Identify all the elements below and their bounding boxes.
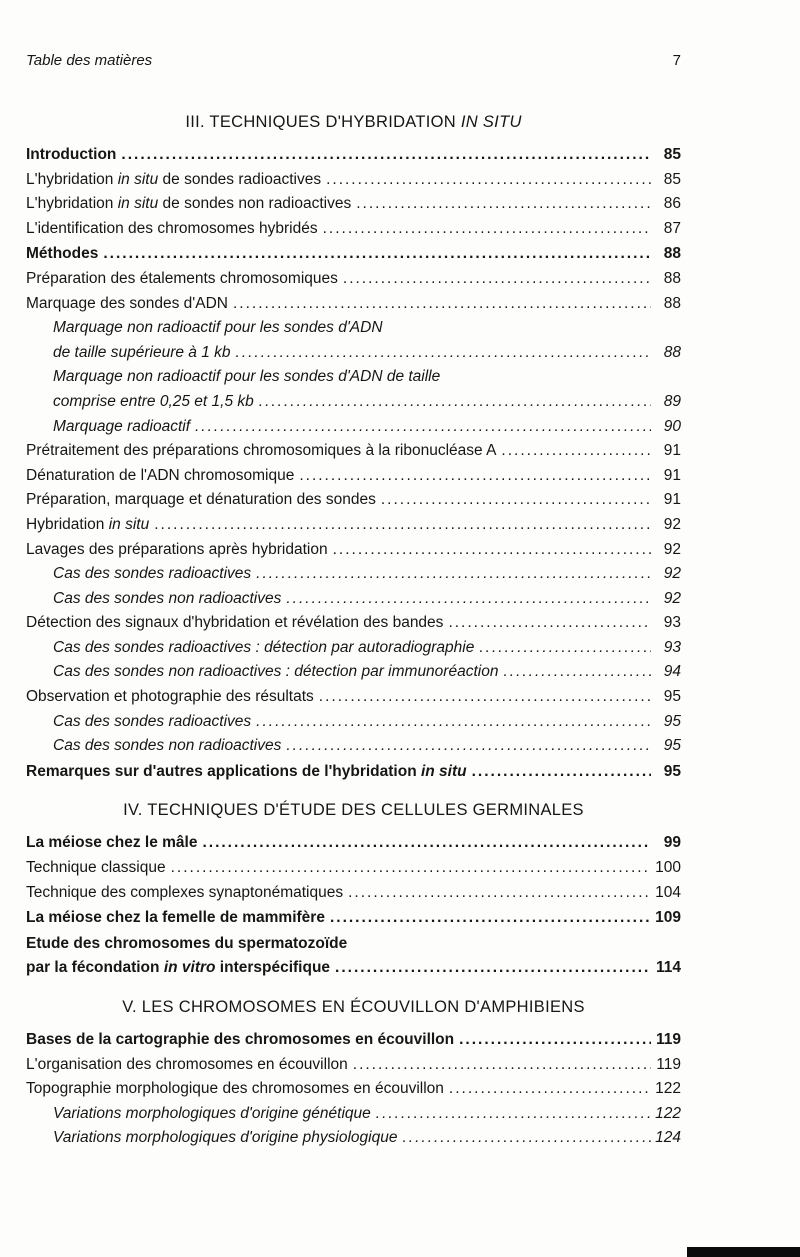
- toc-entry: [26, 418, 681, 437]
- entry-page-number: 95: [663, 688, 681, 706]
- toc-entry: [26, 688, 681, 707]
- entry-page-number: 86: [663, 195, 681, 213]
- toc-entry: [26, 1129, 681, 1148]
- toc-entry: [26, 368, 681, 411]
- section-heading: III. TECHNIQUES D'HYBRIDATION IN SITU: [185, 113, 522, 131]
- toc-entry: [26, 146, 681, 165]
- dot-leader: [256, 565, 651, 584]
- toc-entry: [26, 1031, 681, 1050]
- dot-leader: [330, 909, 651, 928]
- entry-page-number: 85: [663, 146, 681, 163]
- entry-title: Méthodes: [26, 245, 99, 263]
- dot-leader: [256, 713, 651, 732]
- entry-page-number: 99: [663, 834, 681, 852]
- entry-title: Préparation des étalements chromosomiques: [26, 269, 338, 287]
- entry-page-number: 100: [655, 859, 681, 877]
- toc-entry: [26, 491, 681, 510]
- dot-leader: [154, 516, 651, 535]
- dot-leader: [348, 884, 651, 903]
- entry-title: Détection des signaux d'hybridation et révélation des bandes: [26, 614, 444, 632]
- toc-entry: [26, 541, 681, 560]
- toc-section: [26, 801, 681, 978]
- section-heading: V. LES CHROMOSOMES EN ÉCOUVILLON D'AMPHIBIENS: [122, 998, 585, 1016]
- entry-page-number: 94: [663, 663, 681, 681]
- entry-title: Cas des sondes radioactives: [53, 712, 252, 730]
- entry-title: Cas des sondes non radioactives: [53, 589, 282, 607]
- running-header-title: Table des matières: [26, 52, 153, 69]
- entry-page-number: 85: [663, 170, 681, 188]
- entry-page-number: 119: [655, 1031, 681, 1048]
- entry-title: Technique classique: [26, 859, 166, 877]
- toc-entry: [26, 859, 681, 878]
- entry-title: Hybridation in situ: [26, 515, 150, 533]
- dot-leader: [449, 1080, 651, 1099]
- toc-entry: [26, 737, 681, 756]
- entry-page-number: 87: [663, 219, 681, 237]
- entry-page-number: 88: [663, 294, 681, 312]
- dot-leader: [472, 763, 651, 782]
- entry-page-number: 124: [655, 1129, 681, 1147]
- dot-leader: [286, 737, 651, 756]
- entry-title: Observation et photographie des résultats: [26, 688, 314, 706]
- toc-sections: [26, 113, 681, 1148]
- toc-entry: [26, 220, 681, 239]
- dot-leader: [335, 959, 651, 978]
- dot-leader: [323, 220, 651, 239]
- dot-leader: [459, 1031, 651, 1050]
- toc-entry: [26, 1056, 681, 1075]
- dot-leader: [501, 442, 651, 461]
- entry-title: La méiose chez le mâle: [26, 834, 198, 852]
- entry-title: Marquage non radioactif pour les sondes d'ADN: [53, 319, 383, 337]
- dot-leader: [195, 418, 651, 437]
- toc-entry: [26, 1105, 681, 1124]
- toc-entry: [26, 319, 681, 362]
- toc-entry-list: [26, 834, 681, 978]
- dot-leader: [356, 195, 651, 214]
- entry-page-number: 95: [663, 737, 681, 755]
- toc-entry: [26, 884, 681, 903]
- dot-leader: [103, 245, 651, 264]
- section-heading: IV. TECHNIQUES D'ÉTUDE DES CELLULES GERMINALES: [123, 801, 584, 820]
- entry-title: Préparation, marquage et dénaturation des sondes: [26, 491, 376, 509]
- entry-title: Etude des chromosomes du spermatozoïde: [26, 934, 348, 952]
- toc-entry: [26, 442, 681, 461]
- dot-leader: [376, 1105, 651, 1124]
- entry-page-number: 88: [663, 269, 681, 287]
- dot-leader: [286, 590, 651, 609]
- toc-entry: [26, 590, 681, 609]
- entry-page-number: 92: [663, 589, 681, 607]
- entry-title: Marquage radioactif: [53, 417, 190, 435]
- entry-page-number: 88: [663, 245, 681, 263]
- dot-leader: [381, 491, 651, 510]
- entry-page-number: 93: [663, 614, 681, 632]
- entry-title: L'hybridation in situ de sondes non radioactives: [26, 195, 352, 213]
- entry-title: Lavages des préparations après hybridation: [26, 540, 328, 558]
- entry-title: Cas des sondes non radioactives : détection par immunoréaction: [53, 663, 499, 681]
- dot-leader: [236, 344, 651, 363]
- entry-page-number: 93: [663, 638, 681, 656]
- dot-leader: [299, 467, 651, 486]
- entry-page-number: 104: [655, 883, 681, 901]
- entry-title: Cas des sondes radioactives: [53, 565, 252, 583]
- dot-leader: [259, 393, 651, 412]
- entry-page-number: 90: [663, 417, 681, 435]
- entry-title: L'hybridation in situ de sondes radioactives: [26, 170, 322, 188]
- dot-leader: [402, 1129, 651, 1148]
- toc-section: [26, 113, 681, 781]
- dot-leader: [479, 639, 651, 658]
- entry-page-number: 91: [663, 491, 681, 509]
- scan-artifact: [687, 1247, 800, 1257]
- toc-entry: [26, 663, 681, 682]
- dot-leader: [353, 1056, 651, 1075]
- entry-title: Technique des complexes synaptonématiques: [26, 883, 344, 901]
- entry-page-number: 88: [663, 343, 681, 361]
- dot-leader: [202, 834, 651, 853]
- entry-page-number: 114: [655, 959, 681, 977]
- entry-title: de taille supérieure à 1 kb: [53, 343, 231, 361]
- toc-entry: [26, 195, 681, 214]
- toc-entry: [26, 713, 681, 732]
- dot-leader: [233, 295, 651, 314]
- toc-entry: [26, 245, 681, 264]
- entry-page-number: 91: [663, 442, 681, 460]
- entry-page-number: 95: [663, 712, 681, 730]
- dot-leader: [319, 688, 651, 707]
- toc-entry-list: [26, 146, 681, 781]
- entry-title: Marquage non radioactif pour les sondes d'ADN de taille: [53, 368, 441, 386]
- entry-title: Prétraitement des préparations chromosomiques à la ribonucléase A: [26, 442, 497, 460]
- entry-title: L'organisation des chromosomes en écouvillon: [26, 1055, 348, 1073]
- dot-leader: [326, 171, 651, 190]
- entry-page-number: 95: [663, 762, 681, 780]
- toc-entry: [26, 935, 681, 978]
- toc-entry: [26, 270, 681, 289]
- dot-leader: [343, 270, 651, 289]
- entry-page-number: 91: [663, 466, 681, 484]
- running-header: [26, 52, 681, 69]
- entry-page-number: 92: [663, 540, 681, 558]
- entry-page-number: 122: [655, 1080, 681, 1098]
- entry-title: Topographie morphologique des chromosomes en écouvillon: [26, 1080, 444, 1098]
- toc-entry: [26, 834, 681, 853]
- entry-page-number: 92: [663, 515, 681, 533]
- dot-leader: [121, 146, 651, 165]
- toc-entry-list: [26, 1031, 681, 1148]
- entry-page-number: 122: [655, 1104, 681, 1122]
- toc-entry: [26, 763, 681, 782]
- entry-title: Remarques sur d'autres applications de l'hybridation in situ: [26, 762, 467, 780]
- entry-title: Variations morphologiques d'origine physiologique: [53, 1129, 398, 1147]
- toc-entry: [26, 295, 681, 314]
- entry-title: Introduction: [26, 146, 117, 163]
- entry-page-number: 119: [656, 1055, 681, 1073]
- entry-title: comprise entre 0,25 et 1,5 kb: [53, 392, 254, 410]
- entry-page-number: 89: [663, 392, 681, 410]
- toc-entry: [26, 467, 681, 486]
- entry-title: Cas des sondes radioactives : détection par autoradiographie: [53, 638, 475, 656]
- entry-title: Cas des sondes non radioactives: [53, 737, 282, 755]
- dot-leader: [448, 614, 651, 633]
- toc-section: [26, 998, 681, 1148]
- running-header-page-number: 7: [672, 52, 681, 69]
- toc-entry: [26, 639, 681, 658]
- entry-title: Bases de la cartographie des chromosomes en écouvillon: [26, 1031, 455, 1048]
- entry-title: L'identification des chromosomes hybridés: [26, 219, 318, 237]
- entry-title: La méiose chez la femelle de mammifère: [26, 909, 325, 927]
- entry-title: Dénaturation de l'ADN chromosomique: [26, 466, 295, 484]
- entry-page-number: 92: [663, 565, 681, 583]
- toc-entry: [26, 565, 681, 584]
- toc-entry: [26, 1080, 681, 1099]
- entry-title: Marquage des sondes d'ADN: [26, 294, 228, 312]
- dot-leader: [171, 859, 651, 878]
- entry-title: Variations morphologiques d'origine génétique: [53, 1104, 371, 1122]
- entry-title: par la fécondation in vitro interspécifique: [26, 959, 331, 977]
- entry-page-number: 109: [655, 909, 681, 927]
- toc-entry: [26, 909, 681, 928]
- dot-leader: [333, 541, 651, 560]
- dot-leader: [503, 663, 651, 682]
- toc-entry: [26, 516, 681, 535]
- toc-entry: [26, 614, 681, 633]
- toc-entry: [26, 171, 681, 190]
